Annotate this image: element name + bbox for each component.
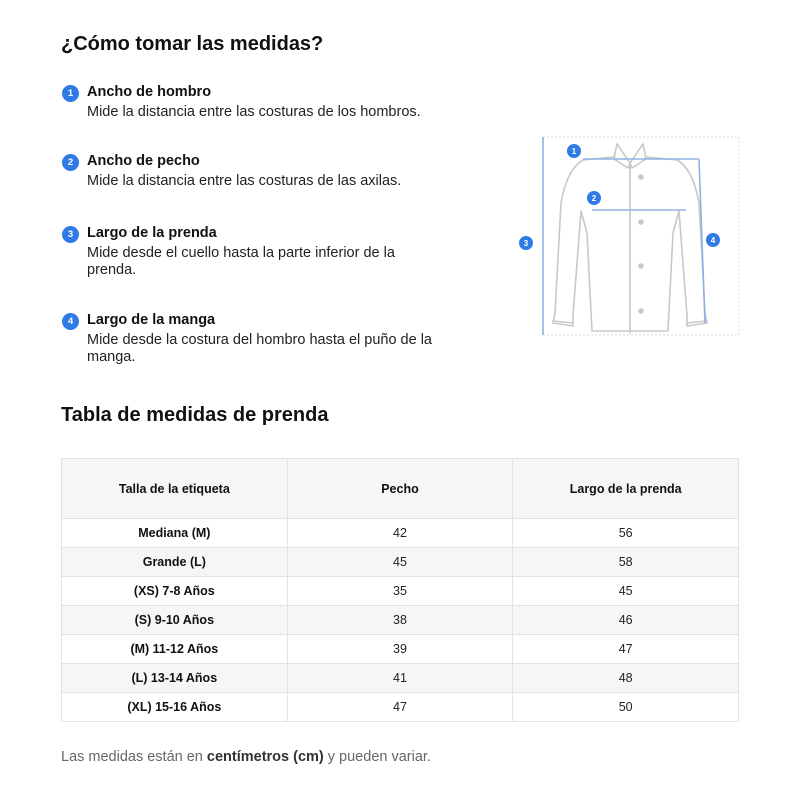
column-header-garment-length: Largo de la prenda <box>513 459 739 519</box>
length-cell: 48 <box>513 664 739 693</box>
chest-cell: 42 <box>287 519 513 548</box>
length-cell: 58 <box>513 548 739 577</box>
marker-label: 1 <box>571 147 577 156</box>
length-cell: 45 <box>513 577 739 606</box>
marker-1 <box>567 144 581 158</box>
chest-cell: 38 <box>287 606 513 635</box>
marker-label: 3 <box>523 239 529 248</box>
button-dot <box>638 174 644 180</box>
button-dot <box>638 263 644 269</box>
marker-label: 4 <box>710 236 716 245</box>
page-title: ¿Cómo tomar las medidas? <box>61 33 324 55</box>
chest-cell: 35 <box>287 577 513 606</box>
length-cell: 56 <box>513 519 739 548</box>
step-title: Ancho de hombro <box>87 84 212 100</box>
chest-cell: 39 <box>287 635 513 664</box>
chest-cell: 47 <box>287 693 513 722</box>
shirt-measurement-diagram <box>513 133 743 343</box>
size-label-cell: Mediana (M) <box>62 519 288 548</box>
step-title: Ancho de pecho <box>87 153 200 169</box>
size-label-cell: (XS) 7-8 Años <box>62 577 288 606</box>
step-number-badge: 4 <box>62 313 79 330</box>
step-description: Mide la distancia entre las costuras de los hombros. <box>87 104 421 120</box>
table-header-row <box>62 459 739 519</box>
marker-4 <box>706 233 720 247</box>
chest-cell: 41 <box>287 664 513 693</box>
size-label-cell: (M) 11-12 Años <box>62 635 288 664</box>
sleeve-length-line <box>699 159 705 323</box>
column-header-chest: Pecho <box>287 459 513 519</box>
size-table <box>61 458 739 722</box>
step-number-badge: 1 <box>62 85 79 102</box>
size-label-cell: (XL) 15-16 Años <box>62 693 288 722</box>
table-row <box>62 664 739 693</box>
shirt-buttons <box>638 174 644 314</box>
units-note-prefix: Las medidas están en <box>61 749 207 765</box>
table-row <box>62 577 739 606</box>
diagram-markers <box>519 144 720 250</box>
size-label-cell: (L) 13-14 Años <box>62 664 288 693</box>
size-label-cell: Grande (L) <box>62 548 288 577</box>
shirt-outline <box>553 144 707 333</box>
step-title: Largo de la prenda <box>87 225 217 241</box>
marker-label: 2 <box>591 194 597 203</box>
units-note-suffix: y pueden variar. <box>323 749 431 765</box>
length-cell: 46 <box>513 606 739 635</box>
size-label-cell: (S) 9-10 Años <box>62 606 288 635</box>
chest-cell: 45 <box>287 548 513 577</box>
step-number-badge: 2 <box>62 154 79 171</box>
units-note-unit: centímetros (cm) <box>206 749 324 765</box>
units-note <box>61 749 431 765</box>
step-description: Mide la distancia entre las costuras de las axilas. <box>87 173 402 189</box>
step-description: Mide desde el cuello hasta la parte inferior de la prenda. <box>87 245 395 278</box>
button-dot <box>638 308 644 314</box>
table-row <box>62 548 739 577</box>
shirt-diagram-svg <box>513 133 743 343</box>
table-row <box>62 519 739 548</box>
column-header-size-label: Talla de la etiqueta <box>62 459 288 519</box>
table-row <box>62 693 739 722</box>
step-title: Largo de la manga <box>87 312 216 328</box>
marker-2 <box>587 191 601 205</box>
length-cell: 50 <box>513 693 739 722</box>
step-description: Mide desde la costura del hombro hasta el puño de la manga. <box>87 332 432 365</box>
button-dot <box>638 219 644 225</box>
table-row <box>62 606 739 635</box>
size-table-title: Tabla de medidas de prenda <box>61 404 329 426</box>
step-number-badge: 3 <box>62 226 79 243</box>
marker-3 <box>519 236 533 250</box>
table-row <box>62 635 739 664</box>
length-cell: 47 <box>513 635 739 664</box>
